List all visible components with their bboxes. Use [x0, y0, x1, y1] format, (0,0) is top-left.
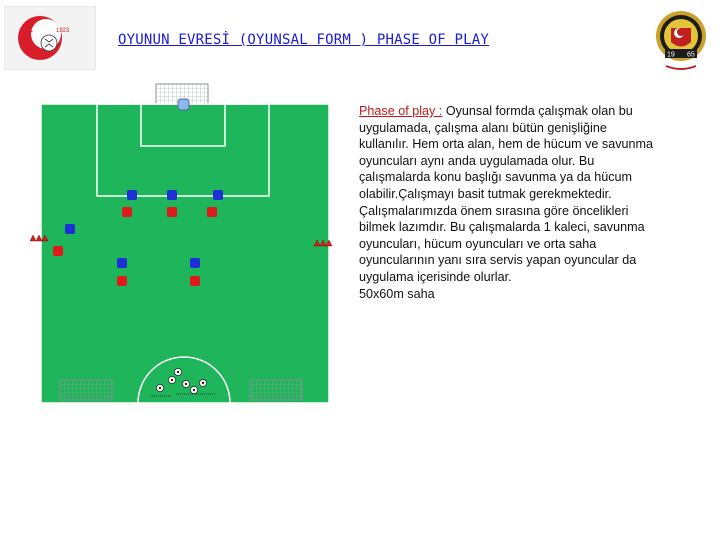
crest-year-right: 65	[687, 51, 695, 59]
attacker-marker	[53, 246, 63, 256]
attacker-marker	[122, 207, 132, 217]
defender-marker	[117, 258, 127, 268]
cone-group-right	[314, 240, 332, 246]
description-text	[359, 103, 659, 302]
field-size: 50x60m saha	[359, 286, 435, 301]
cone-group-left	[30, 235, 48, 241]
pitch	[41, 104, 329, 403]
bottom-goal-net-left	[60, 380, 112, 400]
description-lead: Phase of play :	[359, 104, 443, 118]
defender-marker	[213, 190, 223, 200]
attacker-marker	[117, 276, 127, 286]
logo-year: 1923	[56, 28, 70, 34]
defender-marker	[190, 258, 200, 268]
attacker-marker	[167, 207, 177, 217]
attacker-marker	[207, 207, 217, 217]
description-body: Oyunsal formda çalışmak olan bu uygulamada, çalışma alanı bütün genişliğine kullanılır. Hem orta alan, hem de hücum ve savunma oyuncuları aynı anda uygulamada olur. Bu çalışmalarda konu başlığı savunma ya da hücum olabilir.Çalışmayı basit tutmak gerekmektedir. Çalışmalarımızda önem sırasına göre öncelikleri bilmek lazımdır. Bu çalışmalarda 1 kaleci, savunma oyuncuları, hücum oyuncuları ve orta saha oyuncularının yanı sıra servis yapan oyuncular da uygulama içerisinde olurlar.	[359, 104, 653, 284]
defender-marker	[127, 190, 137, 200]
page-title: OYUNUN EVRESİ (OYUNSAL FORM ) PHASE OF PLAY	[118, 32, 490, 48]
defender-marker	[65, 224, 75, 234]
bottom-goal-net-right	[250, 380, 302, 400]
attacker-marker	[190, 276, 200, 286]
goalkeeper-marker	[178, 99, 189, 110]
crest-year-left: 19	[667, 51, 675, 59]
defender-marker	[167, 190, 177, 200]
